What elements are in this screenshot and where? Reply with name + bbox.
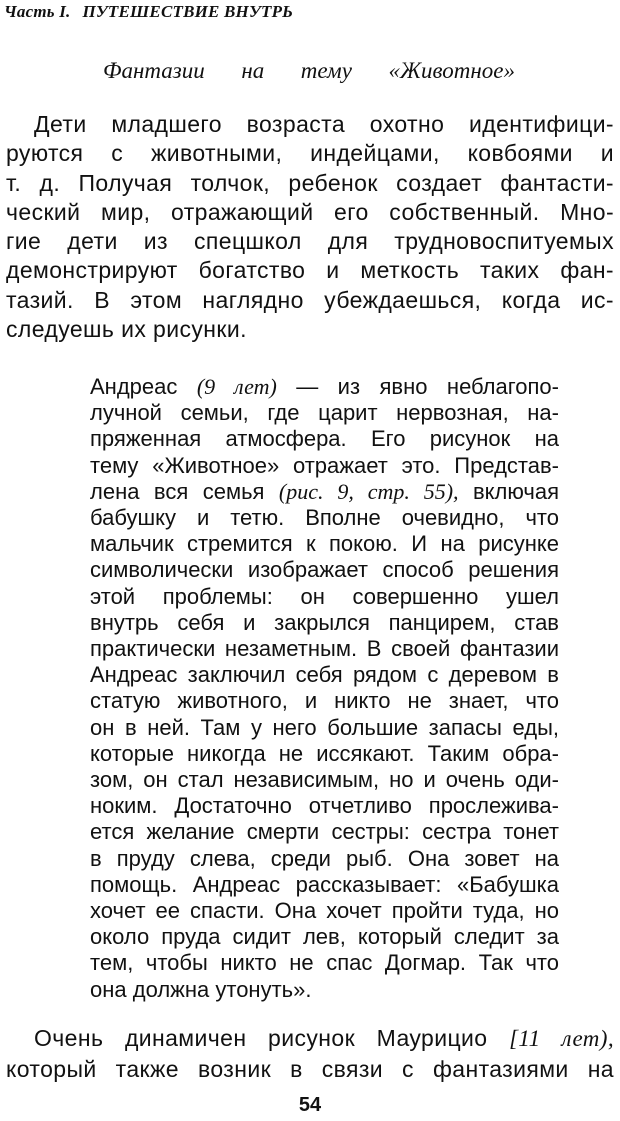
text-line: ческий мир, отражающий его собственный. Мно-	[6, 198, 614, 225]
text-line: практически незаметным. В своей фантазии	[90, 636, 559, 662]
page-number: 54	[298, 1094, 322, 1116]
text-line: помощь. Андреас рассказывает: «Бабушка	[90, 871, 559, 897]
age-note: (9 лет)	[196, 374, 277, 399]
text-run: — из явно неблагопо-	[276, 374, 559, 399]
text-line	[90, 374, 559, 400]
text-line: он в ней. Там у него большие запасы еды,	[90, 714, 559, 740]
text-line	[90, 479, 559, 505]
text-run: Очень динамичен рисунок Маурицио	[34, 1025, 510, 1051]
case-study-andreas	[90, 374, 559, 1003]
running-head	[4, 2, 293, 22]
section-title-word: на	[241, 58, 265, 83]
text-line: тем, чтобы никто не спас Догмар. Так что	[90, 950, 559, 976]
text-line: следуешь их рисунки.	[6, 316, 247, 343]
text-line: около пруда сидит лев, который следит за	[90, 924, 559, 950]
figure-reference: (рис. 9, стр. 55),	[278, 478, 459, 504]
text-line: мальчик стремится к покою. И на рисунке	[90, 531, 559, 557]
text-line: статую животного, и никто не знает, что	[90, 688, 559, 714]
text-line: которые никогда не иссякают. Таким обра-	[90, 740, 559, 766]
part-title: ПУТЕШЕСТВИЕ ВНУТРЬ	[82, 2, 294, 21]
text-line: внутрь себя и закрылся панцирем, став	[90, 609, 559, 635]
text-line: Дети младшего возраста охотно идентифици-	[34, 111, 614, 137]
text-line: который также возник в связи с фантазиями на	[6, 1056, 614, 1082]
text-line: она должна утонуть».	[90, 976, 312, 1002]
text-run: Андреас	[90, 374, 197, 399]
text-line: этой проблемы: он совершенно ушел	[90, 583, 559, 609]
text-line: зом, он стал независимым, но и очень оди-	[90, 767, 559, 793]
text-line: в пруду слева, среди рыб. Она зовет на	[90, 845, 559, 871]
text-line: ноким. Достаточно отчетливо прослежива-	[90, 793, 559, 819]
text-line: символически изображает способ решения	[90, 557, 559, 583]
section-title	[103, 56, 515, 86]
text-line: хочет ее спасти. Она хочет пройти туда, но	[90, 898, 559, 924]
text-line: гие дети из спецшкол для трудновоспитуемых	[6, 228, 614, 255]
text-line: т. д. Получая толчок, ребенок создает фантасти-	[6, 169, 614, 196]
text-line: тему «Животное» отражает это. Представ-	[90, 452, 559, 478]
text-line: лучной семьи, где царит нервозная, на-	[90, 400, 559, 426]
text-line: бабушку и тетю. Вполне очевидно, что	[90, 505, 559, 531]
text-line: тазий. В этом наглядно убеждаешься, когда ис-	[6, 286, 614, 313]
text-line: Андреас заключил себя рядом с деревом в	[90, 662, 559, 688]
section-title-word: тему	[300, 58, 352, 83]
text-line: пряженная атмосфера. Его рисунок на	[90, 426, 559, 452]
section-title-word: «Животное»	[388, 58, 515, 83]
paragraph-intro	[6, 110, 614, 344]
text-line: ется желание смерти сестры: сестра тонет	[90, 819, 559, 845]
section-title-word: Фантазии	[103, 58, 205, 83]
part-label: Часть I.	[4, 2, 71, 21]
text-run: включая	[458, 478, 560, 504]
paragraph-mauricio	[6, 1023, 614, 1085]
age-note: [11 лет),	[509, 1026, 614, 1051]
text-line: руются с животными, индейцами, ковбоями и	[6, 140, 614, 167]
text-line	[6, 1023, 614, 1054]
text-run: лена вся семья	[90, 478, 279, 504]
text-line: демонстрируют богатство и меткость таких фан-	[6, 257, 614, 284]
